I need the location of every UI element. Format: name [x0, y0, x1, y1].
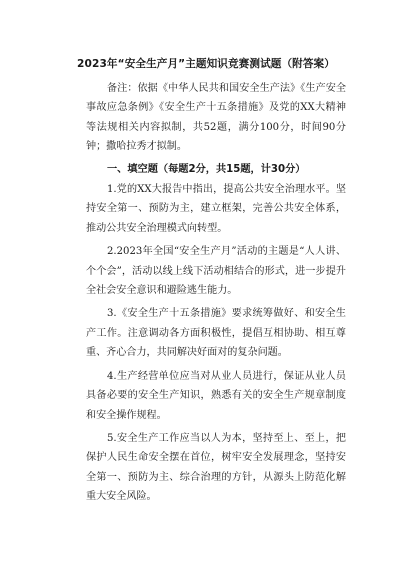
section-heading: 一、填空题（每题2分，共15题，计30分） — [107, 163, 306, 175]
fill-in-blank-section — [86, 160, 346, 507]
document-note: 备注：依据《中华人民共和国安全生产法》《生产安全事故应急条例》《安全生产十五条措施》及党的XX大精神等法规相关内容拟制，共52题，满分100分，时间90分钟；撒哈拉秀才拟制。 — [86, 83, 346, 153]
question-3: 3.《安全生产十五条措施》要求统筹做好、和安全生产工作。注意调动各方面积极性，提倡互相协助、相互尊重、齐心合力，共同解决好面对的复杂问题。 — [86, 308, 346, 359]
question-1: 1.党的XX大报告中指出，提高公共安全治理水平。坚持安全第一、预防为主，建立框架，完善公共安全体系，推动公共安全治理模式向转型。 — [86, 184, 346, 234]
question-4: 4.生产经营单位应当对从业人员进行，保证从业人员具备必要的安全生产知识，熟悉有关的安全生产规章制度和安全操作规程。 — [86, 370, 346, 421]
question-2: 2.2023年全国“安全生产月”活动的主题是“人人讲、个个会”，活动以线上线下活动相结合的形式，进一步提升全社会安全意识和避险逃生能力。 — [86, 246, 346, 297]
question-5: 5.安全生产工作应当以人为本，坚持至上、至上，把保护人民生命安全摆在首位，树牢安全发展理念，坚持安全第一、预防为主、综合治理的方针，从源头上防范化解重大安全风险。 — [86, 432, 346, 503]
document-title: 2023年“安全生产月”主题知识竞赛测试题（附答案） — [77, 58, 335, 70]
